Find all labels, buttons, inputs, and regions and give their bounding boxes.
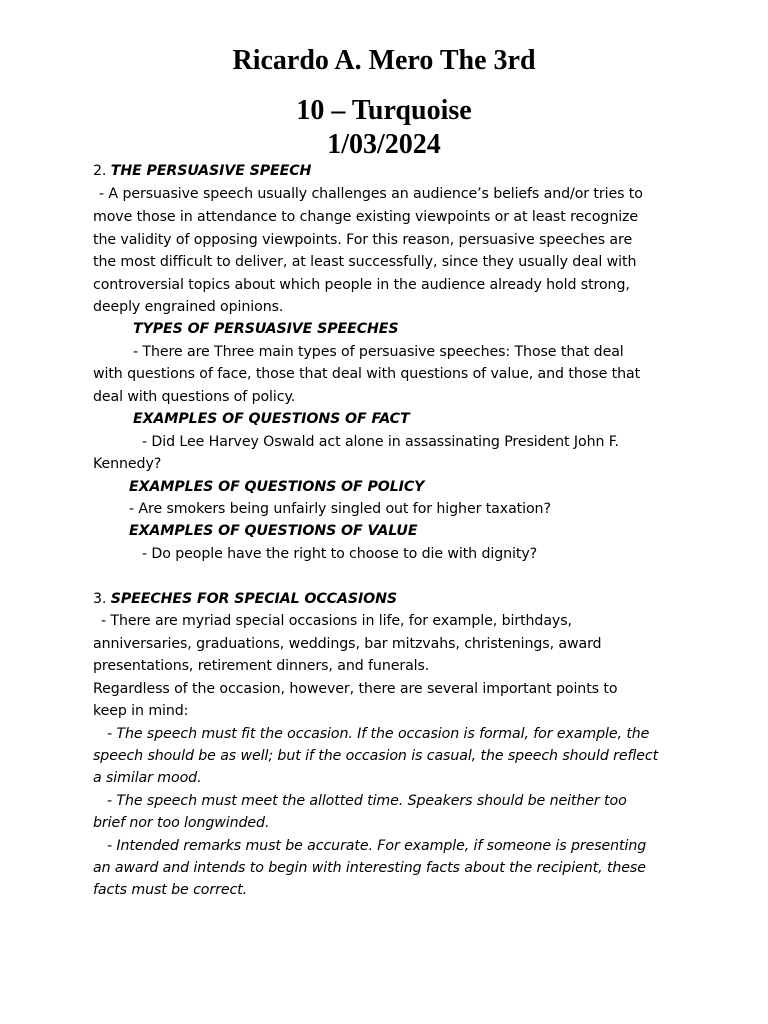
types-paragraph-line: deal with questions of policy. [93, 389, 296, 405]
section-2-number: 2. [93, 163, 111, 179]
class-section: 10 – Turquoise [296, 95, 472, 126]
section-3-paragraph-line: - There are myriad special occasions in life, for example, birthdays, [101, 613, 572, 629]
occasion-point-line: - The speech must fit the occasion. If the occasion is formal, for example, the [107, 726, 650, 742]
section-2-paragraph-line: controversial topics about which people in the audience already hold strong, [93, 277, 630, 293]
types-paragraph-line: - There are Three main types of persuasive speeches: Those that deal [133, 344, 624, 360]
section-2-title: THE PERSUASIVE SPEECH [110, 163, 312, 179]
section-3-paragraph-line: anniversaries, graduations, weddings, bar mitzvahs, christenings, award [93, 636, 602, 652]
occasion-point-line: a similar mood. [93, 770, 202, 786]
fact-example-line: - Did Lee Harvey Oswald act alone in assassinating President John F. [142, 434, 619, 450]
section-2-paragraph-line: the validity of opposing viewpoints. For this reason, persuasive speeches are [93, 232, 633, 248]
value-examples-heading: EXAMPLES OF QUESTIONS OF VALUE [129, 523, 418, 539]
section-3-title: SPEECHES FOR SPECIAL OCCASIONS [110, 591, 397, 607]
document-date: 1/03/2024 [327, 129, 441, 160]
occasion-point-line: speech should be as well; but if the occasion is casual, the speech should reflect [93, 748, 659, 764]
types-heading: TYPES OF PERSUASIVE SPEECHES [133, 321, 399, 337]
section-2-paragraph-line: move those in attendance to change existing viewpoints or at least recognize [93, 209, 639, 225]
section-3-number: 3. [93, 591, 111, 607]
fact-examples-heading: EXAMPLES OF QUESTIONS OF FACT [133, 411, 410, 427]
occasion-point-line: facts must be correct. [93, 882, 248, 898]
policy-example-line: - Are smokers being unfairly singled out for higher taxation? [129, 501, 551, 517]
section-2-paragraph-line: the most difficult to deliver, at least successfully, since they usually deal with [93, 254, 637, 270]
section-3-paragraph-line: presentations, retirement dinners, and funerals. [93, 658, 430, 674]
section-2-paragraph-line: deeply engrained opinions. [93, 299, 284, 315]
section-3-paragraph-line: Regardless of the occasion, however, there are several important points to [93, 681, 618, 697]
section-2-paragraph-line: - A persuasive speech usually challenges an audience’s beliefs and/or tries to [99, 186, 643, 202]
fact-example-line: Kennedy? [93, 456, 162, 472]
policy-examples-heading: EXAMPLES OF QUESTIONS OF POLICY [129, 479, 425, 495]
occasion-point-line: brief nor too longwinded. [93, 815, 270, 831]
occasion-point-line: an award and intends to begin with interesting facts about the recipient, these [93, 860, 646, 876]
value-example-line: - Do people have the right to choose to die with dignity? [142, 546, 538, 562]
student-name: Ricardo A. Mero The 3rd [232, 45, 536, 76]
section-3-heading [93, 589, 397, 609]
section-3-paragraph-line: keep in mind: [93, 703, 189, 719]
occasion-point-line: - The speech must meet the allotted time. Speakers should be neither too [107, 793, 627, 809]
section-2-heading [93, 161, 311, 181]
types-paragraph-line: with questions of face, those that deal with questions of value, and those that [93, 366, 641, 382]
occasion-point-line: - Intended remarks must be accurate. For example, if someone is presenting [107, 838, 647, 854]
